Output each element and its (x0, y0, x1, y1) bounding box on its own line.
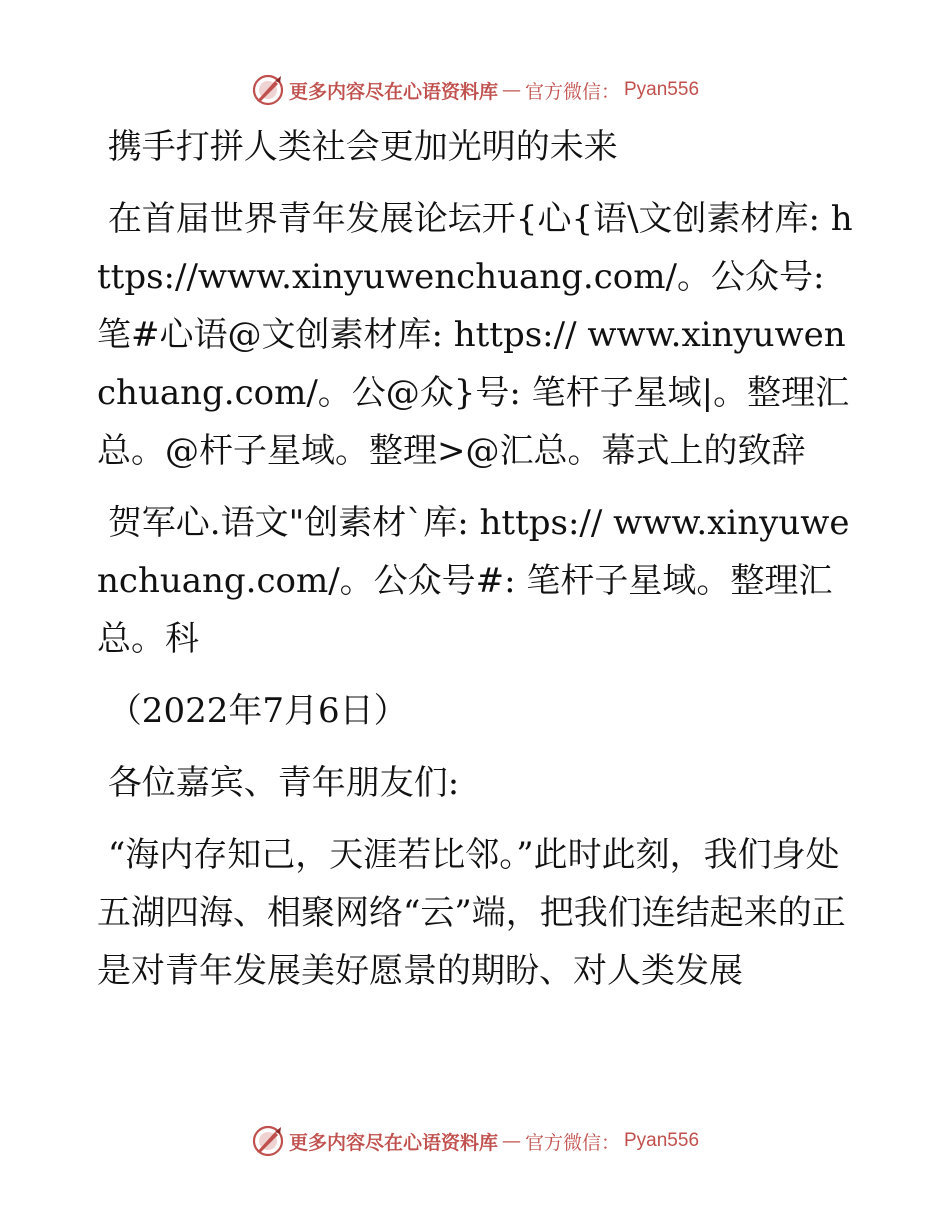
quill-logo-icon (251, 73, 285, 107)
paragraph-3: “海内存知己，天涯若比邻。”此时此刻，我们身处五湖四海、相聚网络“云”端，把我们连结起来的正是对青年发展美好愿景的期盼、对人类发展 (97, 835, 846, 991)
watermark-official-label: 官方微信： (524, 80, 620, 103)
paragraph-1: 在首届世界青年发展论坛开{心{语\文创素材库: https://www.xinyuwenchuang.com/。公众号: 笔#心语@文创素材库: https:// www.xinyuwenchuang.com/。公@众}号: 笔杆子星域|。整理汇总。@杆子星域。整理>@汇总。幕式上的致辞 (97, 199, 853, 471)
document-body (97, 118, 857, 1000)
watermark-text: 更多内容尽在心语资料库 (288, 1131, 498, 1154)
watermark-official-label: 官方微信： (524, 1131, 620, 1154)
watermark-separator: — (501, 1130, 521, 1152)
salutation: 各位嘉宾、青年朋友们: (97, 763, 460, 803)
date-line: （2022年7月6日） (97, 691, 408, 731)
header-watermark (0, 70, 950, 110)
watermark-text: 更多内容尽在心语资料库 (288, 80, 498, 103)
document-title: 携手打拼人类社会更加光明的未来 (97, 127, 618, 167)
paragraph-2: 贺军心.语文"创素材`库: https:// www.xinyuwenchuang.com/。公众号#: 笔杆子星域。整理汇总。科 (97, 503, 850, 659)
footer-watermark (0, 1121, 950, 1161)
watermark-wechat-id: Pyan556 (624, 79, 700, 100)
quill-logo-icon (251, 1124, 285, 1158)
watermark-wechat-id: Pyan556 (624, 1130, 700, 1151)
watermark-separator: — (501, 79, 521, 101)
